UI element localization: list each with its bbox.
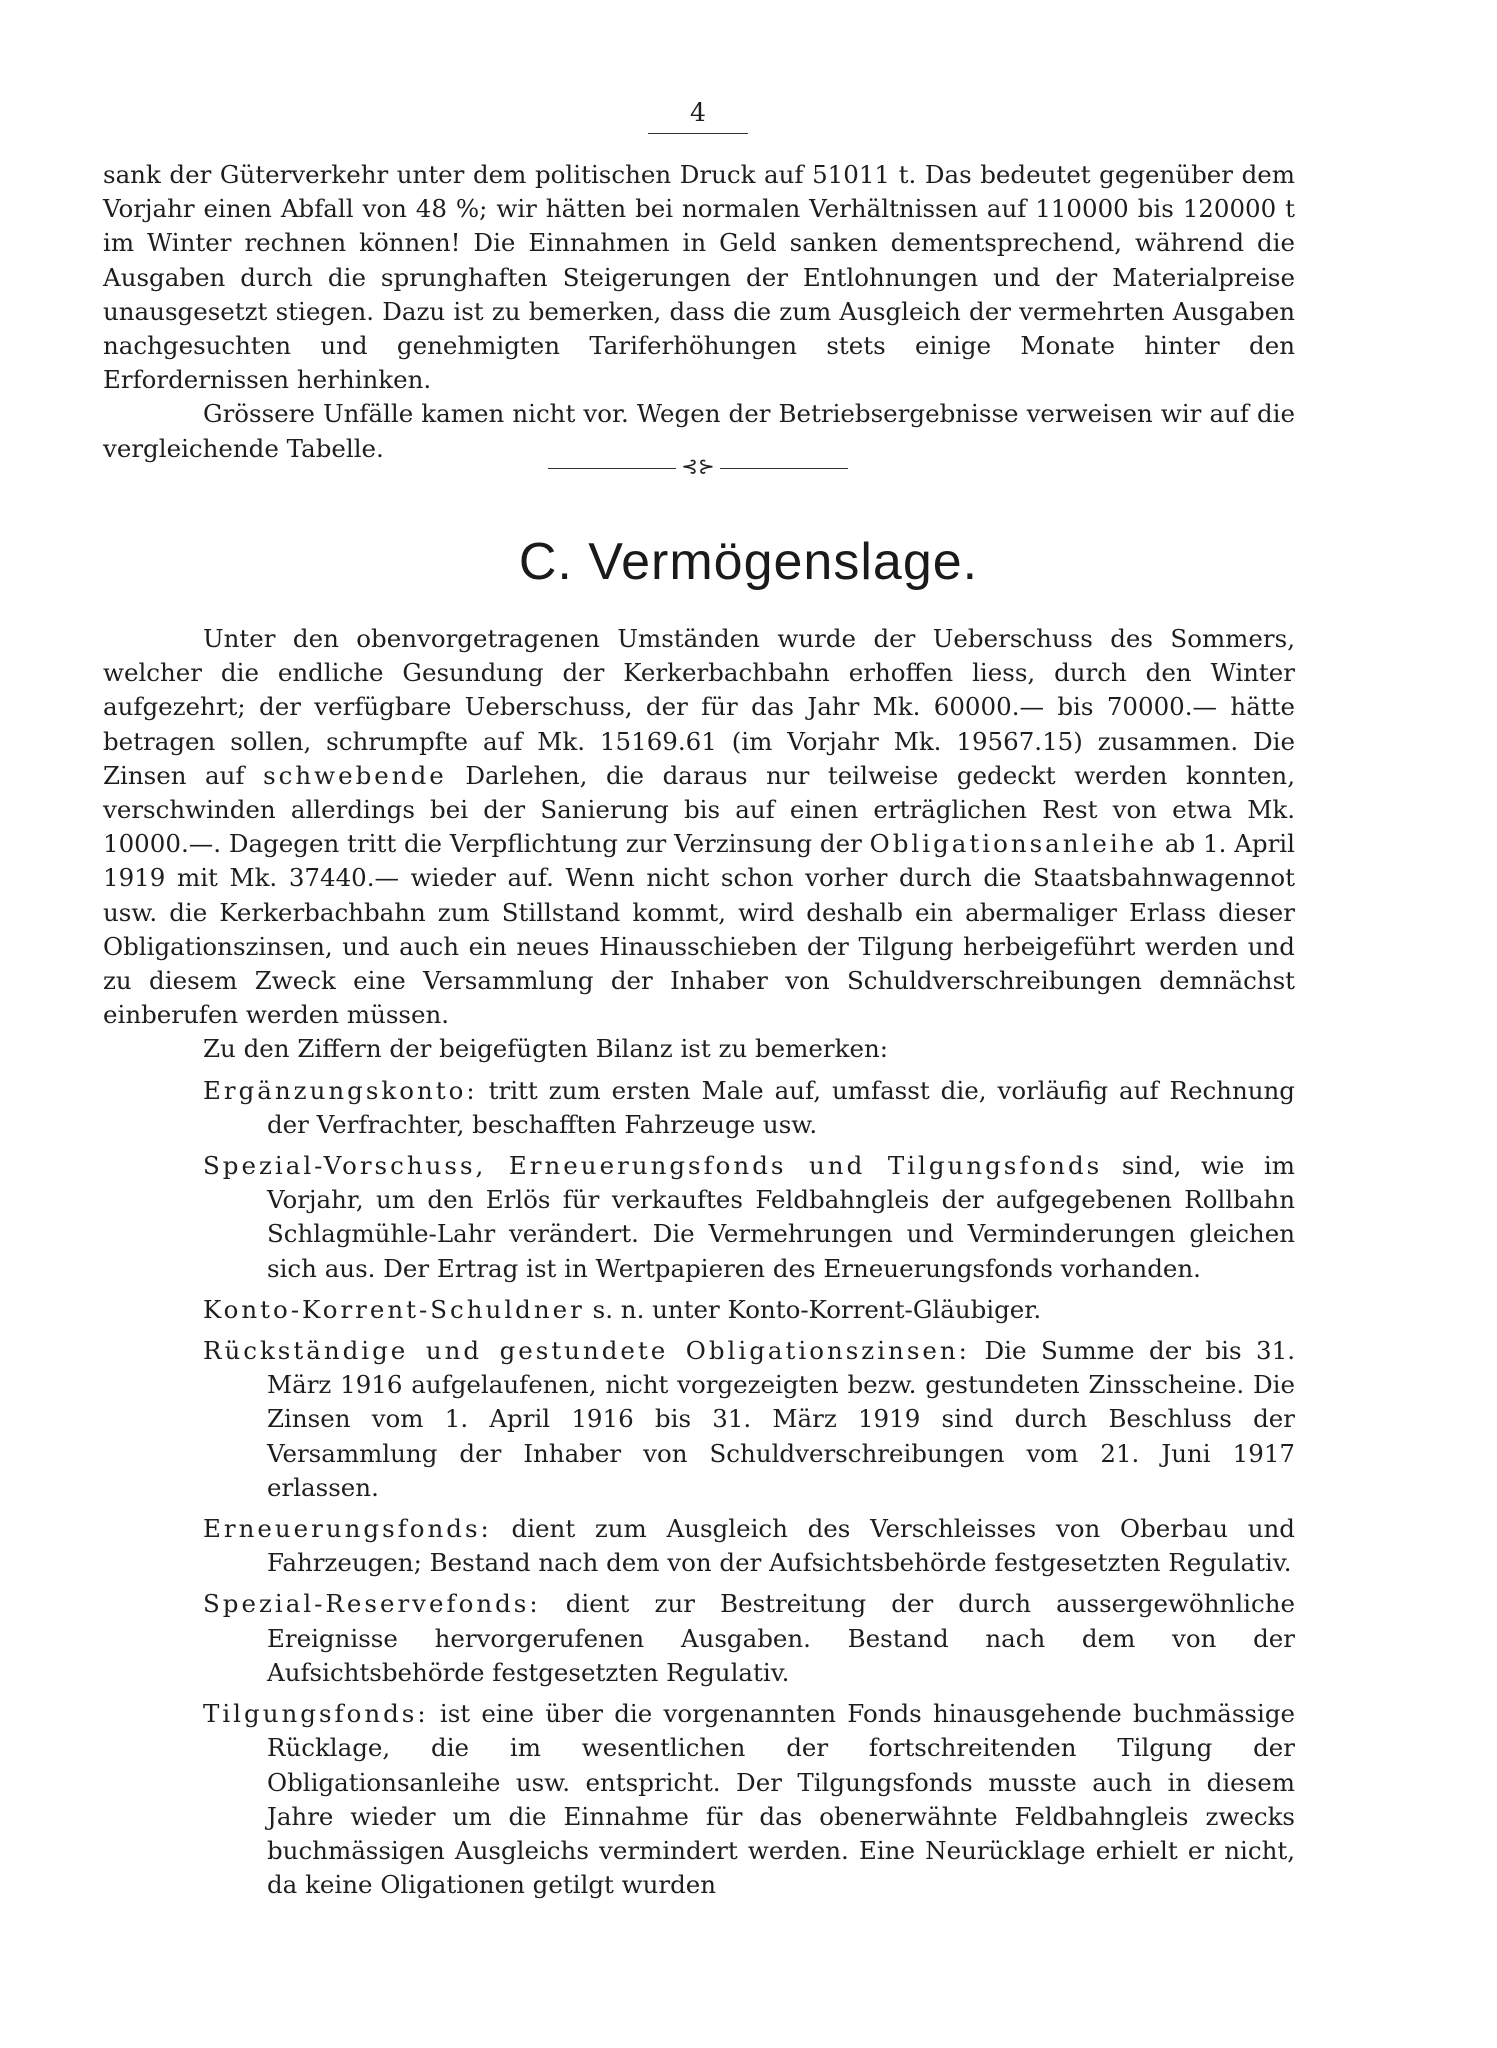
page-number-rule xyxy=(648,133,748,134)
definition-item xyxy=(203,1697,1295,1902)
divider-ornament-glyph: ⊰⊱ xyxy=(681,454,715,478)
body-paragraph-1-part-c: ab 1. April 1919 mit Mk. 37440.— wieder auf. Wenn nicht schon vorher durch die Staatsbahnwagennot usw. die Kerkerbachbahn zum Stillstand kommt, wird deshalb ein abermaliger Erlass dieser Obligationszinsen, und auch ein neues Hinausschieben der Tilgung herbeigeführt werden und zu diesem Zweck eine Versammlung der Inhaber von Schuldverschreibungen demnächst einberufen werden müssen. xyxy=(103,829,1295,1030)
intro-block xyxy=(103,158,1295,466)
definition-term: Konto-Korrent-Schuldner xyxy=(203,1294,585,1324)
section-divider-ornament xyxy=(548,454,848,478)
body-paragraph-1 xyxy=(103,622,1295,1032)
body-paragraph-1-part-b: Darlehen, die daraus nur teilweise gedeckt werden konnten, verschwinden allerdings bei der Sanierung bis auf einen erträglichen Rest von etwa Mk. 10000.—. Dagegen tritt die Verpflichtung zur Verzinsung der xyxy=(103,760,1295,859)
definition-item xyxy=(203,1293,1295,1327)
definition-text: Die Summe der bis 31. März 1916 aufgelaufenen, nicht vorgezeigten bezw. gestundeten Zinsscheine. Die Zinsen vom 1. April 1916 bis 31. März 1919 sind durch Beschluss der Versammlung der Inhaber von Schuldverschreibungen vom 21. Juni 1917 erlassen. xyxy=(267,1336,1296,1502)
spaced-term-schwebende: schwebende xyxy=(263,760,447,790)
divider-line-right xyxy=(720,468,848,469)
body-paragraph-1-part-a: Unter den obenvorgetragenen Umständen wurde der Ueberschuss des Sommers, welcher die endliche Gesundung der Kerkerbachbahn erhoffen liess, durch den Winter aufgezehrt; der verfügbare Ueberschuss, der für das Jahr Mk. 60000.— bis 70000.— hätte betragen sollen, schrumpfte auf Mk. 15169.61 (im Vorjahr Mk. 19567.15) zusammen. Die Zinsen auf xyxy=(103,624,1295,790)
definition-item xyxy=(203,1074,1295,1142)
intro-paragraph-1: sank der Güterverkehr unter dem politischen Druck auf 51011 t. Das bedeutet gegenüber dem Vorjahr einen Abfall von 48 %; wir hätten bei normalen Verhältnissen auf 110000 bis 120000 t im Winter rechnen können! Die Einnahmen in Geld sanken dementsprechend, während die Ausgaben durch die sprunghaften Steigerungen der Entlohnungen und der Materialpreise unausgesetzt stiegen. Dazu ist zu bemerken, dass die zum Ausgleich der vermehrten Ausgaben nachgesuchten und genehmigten Tariferhöhungen stets einige Monate hinter den Erfordernissen herhinken. xyxy=(103,160,1295,395)
section-title: C. Vermögenslage. xyxy=(518,533,979,591)
definition-term: Ergänzungskonto: xyxy=(203,1075,478,1105)
definition-text: dient zur Bestreitung der durch aussergewöhnliche Ereignisse hervorgerufenen Ausgaben. Bestand nach dem von der Aufsichtsbehörde festgesetzten Regulativ. xyxy=(267,1589,1295,1687)
definition-term: Spezial-Vorschuss, Erneuerungsfonds und Tilgungsfonds xyxy=(203,1151,1103,1181)
definition-term: Erneuerungsfonds: xyxy=(203,1514,492,1544)
definition-term: Rückständige und gestundete Obligationszinsen: xyxy=(203,1336,970,1366)
definition-text: ist eine über die vorgenannten Fonds hinausgehende buchmässige Rücklage, die im wesentlichen der fortschreitenden Tilgung der Obligationsanleihe usw. entspricht. Der Tilgungsfonds musste auch in diesem Jahre wieder um die Einnahme für das obenerwähnte Feldbahngleis zwecks buchmässigen Ausgleichs vermindert werden. Eine Neurücklage erhielt er nicht, da keine Oligationen getilgt wurden xyxy=(267,1699,1295,1900)
definition-item xyxy=(203,1149,1295,1286)
divider-line-left xyxy=(548,468,676,469)
definition-term: Spezial-Reservefonds: xyxy=(203,1589,541,1619)
definition-text: tritt zum ersten Male auf, umfasst die, vorläufig auf Rechnung der Verfrachter, beschafften Fahrzeuge usw. xyxy=(267,1075,1295,1139)
definition-text: sind, wie im Vorjahr, um den Erlös für verkauftes Feldbahngleis der aufgegebenen Rollbahn Schlagmühle-Lahr verändert. Die Vermehrungen und Verminderungen gleichen sich aus. Der Ertrag ist in Wertpapieren des Erneuerungsfonds vorhanden. xyxy=(267,1151,1296,1283)
definition-text: dient zum Ausgleich des Verschleisses von Oberbau und Fahrzeugen; Bestand nach dem von der Aufsichtsbehörde festgesetzten Regulativ. xyxy=(267,1514,1295,1578)
page-number: 4 xyxy=(690,98,706,127)
definition-item xyxy=(203,1587,1295,1690)
intro-paragraph-2: Grössere Unfälle kamen nicht vor. Wegen der Betriebsergebnisse verweisen wir auf die vergleichende Tabelle. xyxy=(103,399,1295,463)
definition-term: Tilgungsfonds: xyxy=(203,1699,429,1729)
definition-text: s. n. unter Konto-Korrent-Gläubiger. xyxy=(592,1294,1042,1324)
definition-item xyxy=(203,1512,1295,1580)
body-block xyxy=(103,622,1295,1902)
definition-item xyxy=(203,1334,1295,1505)
body-paragraph-2: Zu den Ziffern der beigefügten Bilanz ist zu bemerken: xyxy=(203,1034,888,1064)
spaced-term-obligationsanleihe: Obligationsanleihe xyxy=(869,829,1158,859)
